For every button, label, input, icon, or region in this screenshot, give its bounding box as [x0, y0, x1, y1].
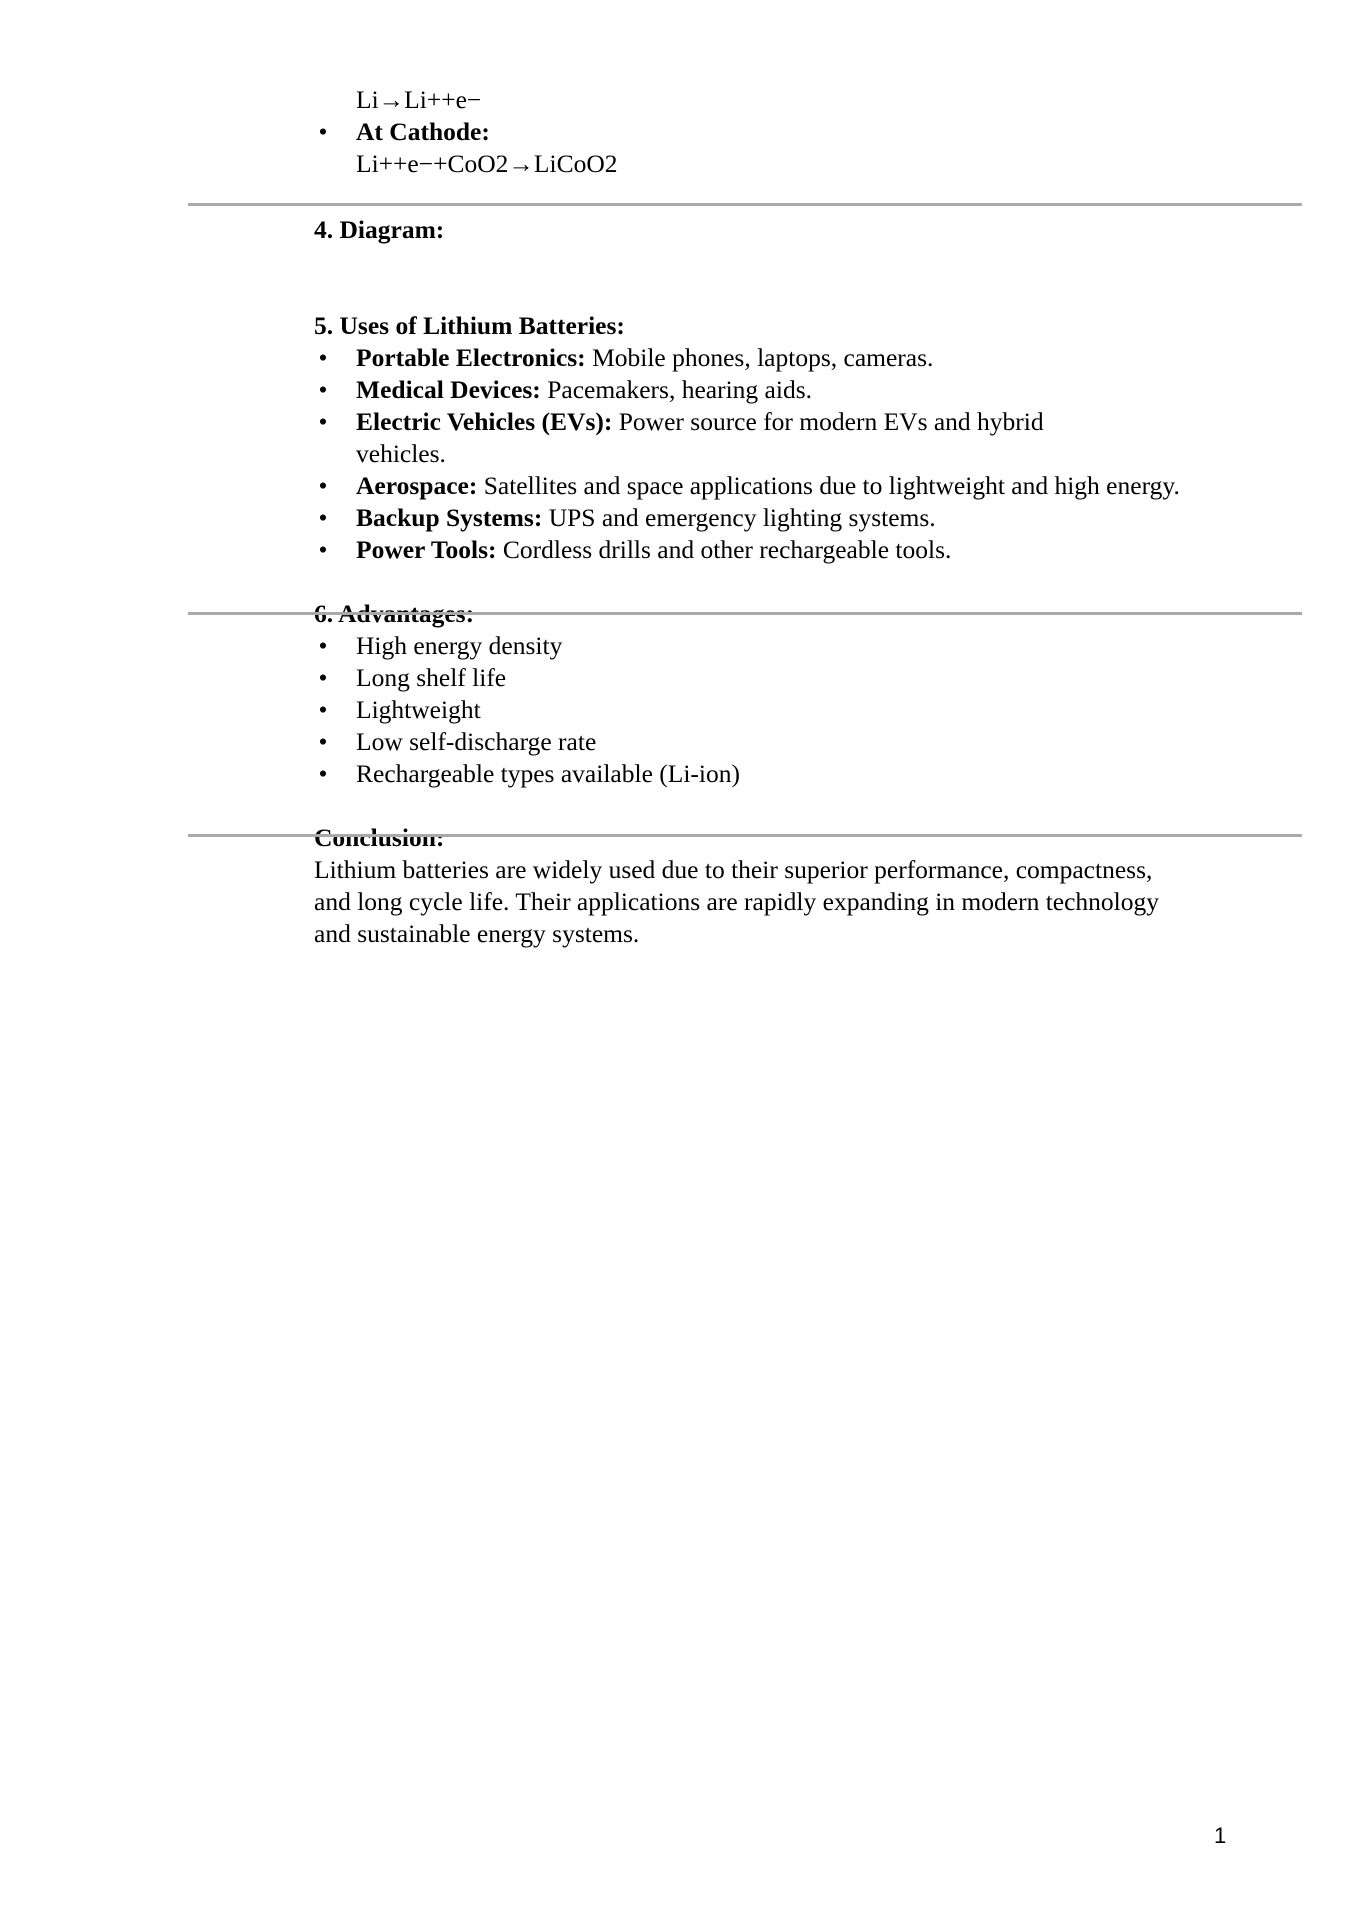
conclusion-heading: Conclusion:	[314, 823, 445, 852]
advantage-item	[314, 662, 1214, 694]
diagram-area	[314, 246, 1214, 310]
bullet-icon: •	[318, 375, 328, 404]
bullet-icon: •	[318, 695, 328, 724]
uses-term: Power Tools:	[356, 535, 497, 564]
uses-term: Electric Vehicles (EVs):	[356, 407, 613, 436]
uses-text: Cordless drills and other rechargeable tools.	[496, 535, 952, 564]
advantage-item	[314, 630, 1214, 662]
uses-term: Aerospace:	[356, 471, 478, 500]
section-divider	[188, 834, 1302, 837]
bullet-icon: •	[318, 631, 328, 660]
advantages-heading: 6. Advantages:	[314, 599, 475, 628]
bullet-icon: •	[318, 343, 328, 372]
bullet-icon: •	[318, 727, 328, 756]
uses-item	[314, 406, 1116, 470]
uses-item	[314, 374, 1214, 406]
advantage-text: Low self-discharge rate	[356, 727, 597, 756]
uses-item	[314, 534, 1214, 566]
diagram-heading: 4. Diagram:	[314, 215, 445, 244]
bullet-icon: •	[318, 663, 328, 692]
uses-item	[314, 342, 1214, 374]
bullet-icon: •	[318, 535, 328, 564]
advantage-text: Long shelf life	[356, 663, 507, 692]
bullet-icon: •	[318, 503, 328, 532]
uses-text: Mobile phones, laptops, cameras.	[585, 343, 934, 372]
bullet-icon: •	[318, 759, 328, 788]
uses-text: UPS and emergency lighting systems.	[542, 503, 936, 532]
advantages-list	[314, 630, 1214, 790]
section-divider	[188, 612, 1302, 615]
advantage-item	[314, 758, 1214, 790]
cathode-label: At Cathode:	[356, 117, 490, 146]
uses-heading: 5. Uses of Lithium Batteries:	[314, 311, 625, 340]
advantage-item	[314, 726, 1214, 758]
uses-term: Portable Electronics:	[356, 343, 586, 372]
uses-item	[314, 502, 1214, 534]
uses-item	[314, 470, 1191, 502]
uses-term: Medical Devices:	[356, 375, 541, 404]
uses-term: Backup Systems:	[356, 503, 543, 532]
uses-text: Satellites and space applications due to lightweight and high energy.	[477, 471, 1180, 500]
section-divider	[188, 203, 1302, 206]
uses-text: Pacemakers, hearing aids.	[540, 375, 812, 404]
anode-equation: Li→Li++e−	[356, 85, 482, 114]
advantage-text: High energy density	[356, 631, 563, 660]
bullet-icon: •	[318, 471, 328, 500]
uses-text: Power source for modern EVs and hybrid vehicles.	[356, 407, 1044, 468]
cathode-equation: Li++e−+CoO2→LiCoO2	[356, 149, 618, 178]
page-number: 1	[1214, 1823, 1227, 1848]
advantage-item	[314, 694, 1214, 726]
bullet-icon: •	[318, 117, 328, 146]
page-content	[314, 84, 1214, 950]
conclusion-text: Lithium batteries are widely used due to their superior performance, compactness, and long cycle life. Their applications are rapidly expanding in modern technology and sustainable energy systems.	[314, 855, 1160, 948]
advantage-text: Rechargeable types available (Li-ion)	[356, 759, 740, 788]
cathode-item	[314, 116, 1214, 148]
uses-list	[314, 342, 1214, 566]
advantage-text: Lightweight	[356, 695, 481, 724]
bullet-icon: •	[318, 407, 328, 436]
